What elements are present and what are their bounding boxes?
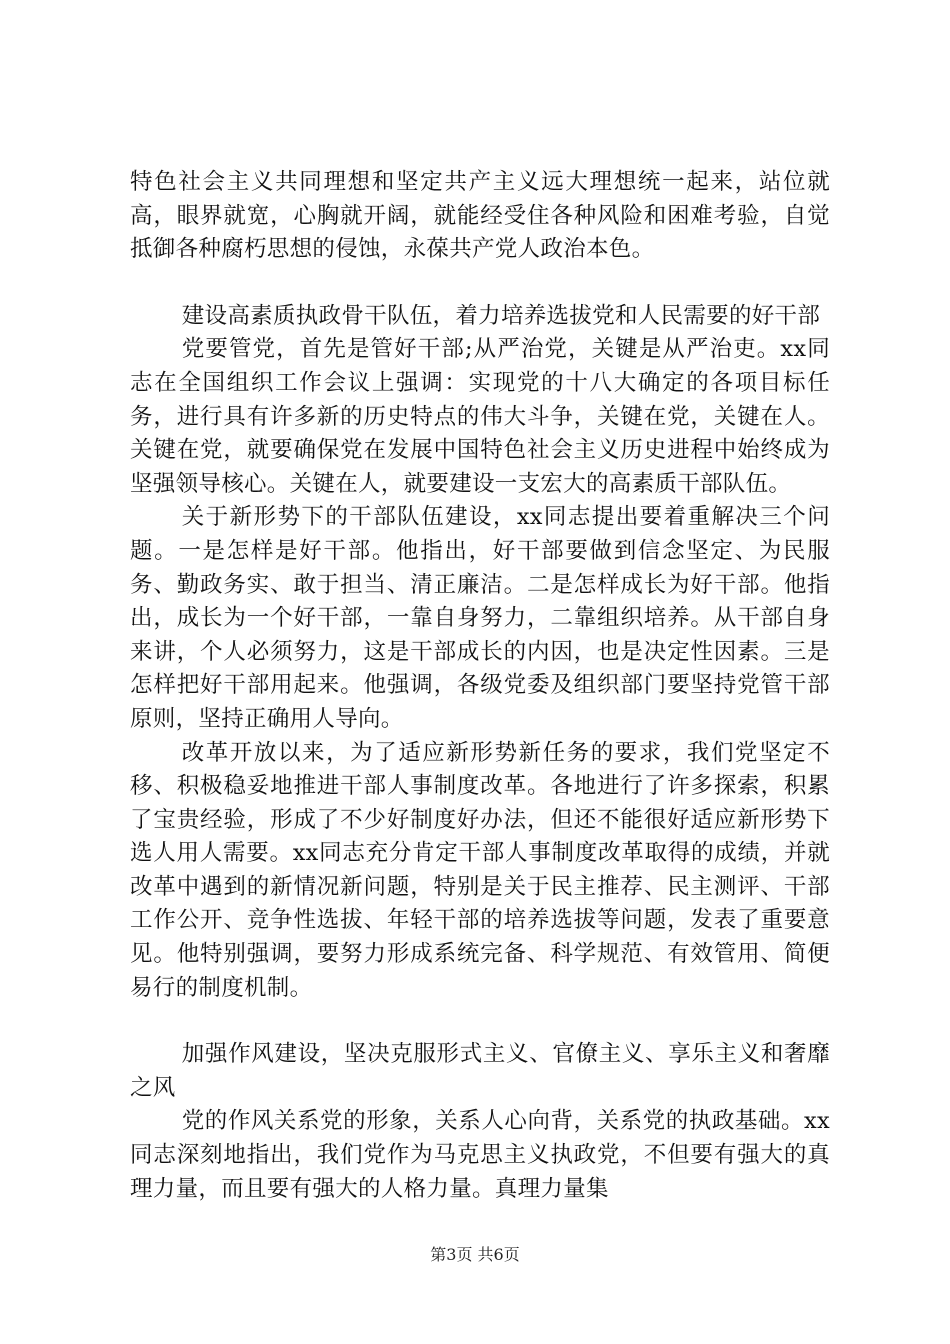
paragraph-party-management: 党要管党，首先是管好干部;从严治党，关键是从严治吏。xx同志在全国组织工作会议上强调：实现党的十八大确定的各项目标任务，进行具有许多新的历史特点的伟大斗争，关键在党，关键在人。关键在党，就要确保党在发展中国特色社会主义历史进程中始终成为坚强领导核心。关键在人，就要建设一支宏大的高素质干部队伍。	[130, 336, 830, 497]
page-number-footer: 第3页 共6页	[430, 1245, 520, 1264]
paragraph-party-style: 党的作风关系党的形象，关系人心向背，关系党的执政基础。xx同志深刻地指出，我们党作为马克思主义执政党，不但要有强大的真理力量，而且要有强大的人格力量。真理力量集	[130, 1108, 830, 1202]
paragraph-continued: 特色社会主义共同理想和坚定共产主义远大理想统一起来，站位就高，眼界就宽，心胸就开阔，就能经受住各种风险和困难考验，自觉抵御各种腐朽思想的侵蚀，永葆共产党人政治本色。	[130, 169, 830, 263]
paragraph-three-questions: 关于新形势下的干部队伍建设，xx同志提出要着重解决三个问题。一是怎样是好干部。他指出，好干部要做到信念坚定、为民服务、勤政务实、敢于担当、清正廉洁。二是怎样成长为好干部。他指出，成长为一个好干部，一靠自身努力，二靠组织培养。从干部自身来讲，个人必须努力，这是干部成长的内因，也是决定性因素。三是怎样把好干部用起来。他强调，各级党委及组织部门要坚持党管干部原则，坚持正确用人导向。	[130, 504, 830, 732]
section-heading-cadres: 建设高素质执政骨干队伍，着力培养选拔党和人民需要的好干部	[181, 302, 821, 329]
paragraph-gap	[130, 1005, 830, 1038]
paragraph-gap	[130, 267, 830, 300]
document-page	[130, 166, 830, 1206]
section-heading-work-style: 加强作风建设，坚决克服形式主义、官僚主义、享乐主义和奢靡之风	[130, 1041, 830, 1101]
paragraph-personnel-reform: 改革开放以来，为了适应新形势新任务的要求，我们党坚定不移、积极稳妥地推进干部人事制度改革。各地进行了许多探索，积累了宝贵经验，形成了不少好制度好办法，但还不能很好适应新形势下选人用人需要。xx同志充分肯定干部人事制度改革取得的成绩，并就改革中遇到的新情况新问题，特别是关于民主推荐、民主测评、干部工作公开、竞争性选拔、年轻干部的培养选拔等问题，发表了重要意见。他特别强调，要努力形成系统完备、科学规范、有效管用、简便易行的制度机制。	[130, 739, 830, 1001]
